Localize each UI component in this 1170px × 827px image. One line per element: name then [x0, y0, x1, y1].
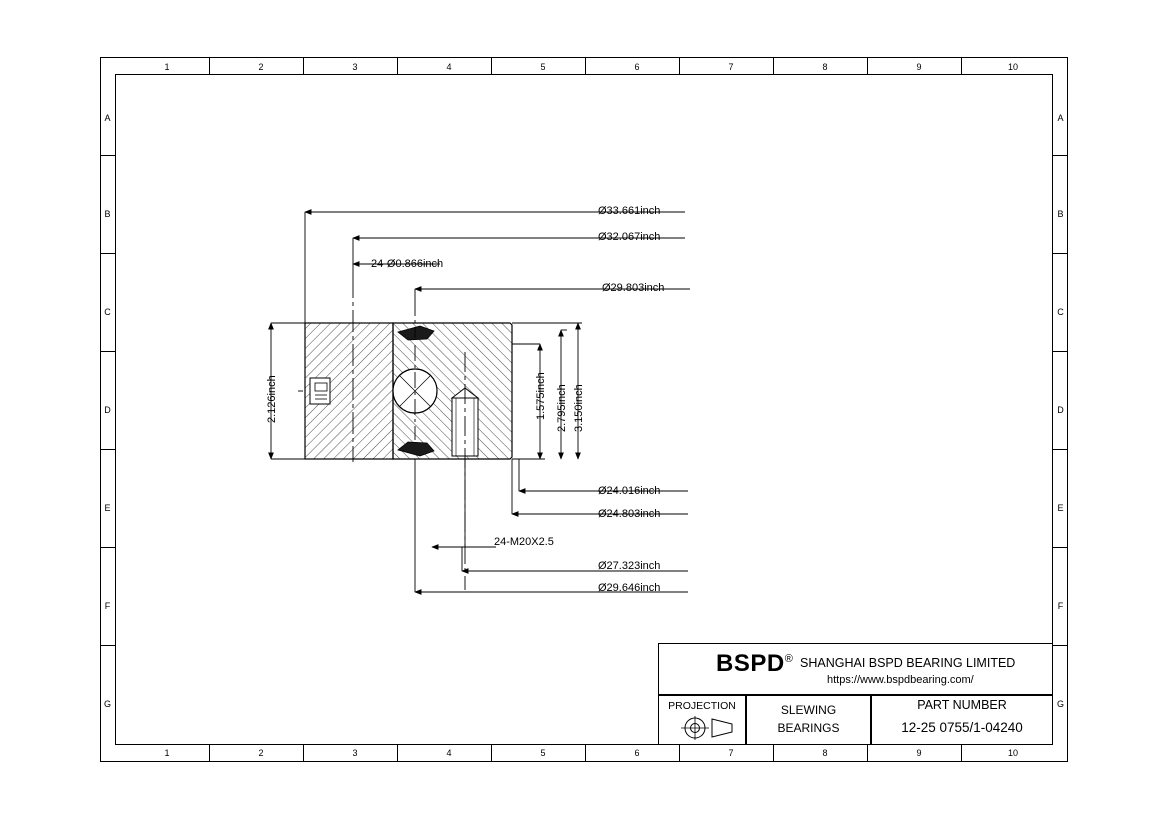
- dim-bolt-circle-outer: Ø32.067inch: [598, 231, 661, 243]
- zone-label-bottom-3: 3: [352, 748, 358, 758]
- zone-tick-top: [679, 57, 680, 74]
- zone-tick-right: [1053, 155, 1068, 156]
- part-number-value: 12-25 0755/1-04240: [901, 720, 1023, 735]
- zone-tick-bottom: [397, 745, 398, 762]
- first-angle-projection-icon: [660, 714, 748, 742]
- registered-trademark-icon: ®: [784, 653, 794, 665]
- zone-label-top-5: 5: [540, 62, 546, 72]
- zone-label-top-7: 7: [728, 62, 734, 72]
- zone-label-top-4: 4: [446, 62, 452, 72]
- zone-label-right-g: G: [1056, 699, 1064, 709]
- zone-tick-right: [1053, 547, 1068, 548]
- zone-tick-left: [100, 351, 115, 352]
- zone-tick-bottom: [773, 745, 774, 762]
- product-line-2: BEARINGS: [777, 721, 840, 735]
- zone-label-top-2: 2: [258, 62, 264, 72]
- zone-label-left-g: G: [103, 699, 111, 709]
- zone-tick-bottom: [679, 745, 680, 762]
- zone-tick-bottom: [303, 745, 304, 762]
- zone-label-top-8: 8: [822, 62, 828, 72]
- zone-tick-top: [867, 57, 868, 74]
- zone-tick-top: [209, 57, 210, 74]
- zone-label-bottom-8: 8: [822, 748, 828, 758]
- dim-height-total: 2.126inch: [266, 375, 278, 423]
- zone-label-left-b: B: [104, 209, 111, 219]
- dim-inner-step-1: 1.575inch: [535, 372, 547, 420]
- zone-tick-left: [100, 449, 115, 450]
- zone-label-top-6: 6: [634, 62, 640, 72]
- zone-tick-right: [1053, 449, 1068, 450]
- dim-inner-step-3: 3.150inch: [573, 384, 585, 432]
- zone-label-right-f: F: [1057, 601, 1064, 611]
- zone-label-left-c: C: [104, 307, 111, 317]
- zone-label-left-e: E: [104, 503, 111, 513]
- zone-label-bottom-5: 5: [540, 748, 546, 758]
- dim-inner-id-1: Ø24.016inch: [598, 485, 661, 497]
- zone-tick-left: [100, 547, 115, 548]
- zone-tick-left: [100, 253, 115, 254]
- zone-tick-top: [397, 57, 398, 74]
- zone-label-right-e: E: [1057, 503, 1064, 513]
- zone-tick-top: [585, 57, 586, 74]
- zone-tick-right: [1053, 351, 1068, 352]
- zone-label-right-a: A: [1057, 113, 1064, 123]
- zone-tick-right: [1053, 253, 1068, 254]
- zone-tick-bottom: [867, 745, 868, 762]
- zone-label-right-d: D: [1057, 405, 1064, 415]
- product-line-1: SLEWING: [780, 703, 837, 717]
- zone-label-top-9: 9: [916, 62, 922, 72]
- zone-label-right-b: B: [1057, 209, 1064, 219]
- zone-label-left-f: F: [104, 601, 111, 611]
- zone-label-bottom-1: 1: [164, 748, 170, 758]
- company-website: https://www.bspdbearing.com/: [827, 674, 974, 686]
- dim-thread-spec: 24-M20X2.5: [494, 536, 554, 548]
- zone-tick-left: [100, 155, 115, 156]
- zone-tick-bottom: [585, 745, 586, 762]
- zone-tick-bottom: [961, 745, 962, 762]
- dim-outer-od: Ø33.661inch: [598, 205, 661, 217]
- company-logo-text: [716, 650, 793, 678]
- part-number-label: PART NUMBER: [917, 698, 1007, 712]
- zone-label-bottom-6: 6: [634, 748, 640, 758]
- zone-label-bottom-2: 2: [258, 748, 264, 758]
- dim-inner-id-2: Ø24.803inch: [598, 508, 661, 520]
- zone-label-left-a: A: [104, 113, 111, 123]
- dim-raceway-od: Ø29.803inch: [602, 282, 665, 294]
- zone-tick-left: [100, 645, 115, 646]
- dim-outer-holes: 24-Ø0.866inch: [371, 258, 444, 270]
- zone-tick-bottom: [209, 745, 210, 762]
- zone-tick-top: [303, 57, 304, 74]
- zone-tick-bottom: [491, 745, 492, 762]
- company-name: SHANGHAI BSPD BEARING LIMITED: [800, 656, 1016, 670]
- dim-inner-bolt-circle: Ø27.323inch: [598, 560, 661, 572]
- zone-label-top-1: 1: [164, 62, 170, 72]
- zone-label-right-c: C: [1057, 307, 1064, 317]
- zone-label-bottom-10: 10: [1007, 748, 1018, 758]
- zone-tick-right: [1053, 645, 1068, 646]
- zone-tick-top: [773, 57, 774, 74]
- zone-label-bottom-7: 7: [728, 748, 734, 758]
- zone-label-top-3: 3: [352, 62, 358, 72]
- projection-label: PROJECTION: [668, 700, 736, 712]
- zone-label-bottom-4: 4: [446, 748, 452, 758]
- zone-tick-top: [961, 57, 962, 74]
- zone-label-top-10: 10: [1007, 62, 1018, 72]
- dim-inner-step-2: 2.795inch: [556, 384, 568, 432]
- zone-label-bottom-9: 9: [916, 748, 922, 758]
- zone-label-left-d: D: [104, 405, 111, 415]
- dim-inner-od: Ø29.646inch: [598, 582, 661, 594]
- zone-tick-top: [491, 57, 492, 74]
- brand-name: BSPD: [716, 650, 785, 677]
